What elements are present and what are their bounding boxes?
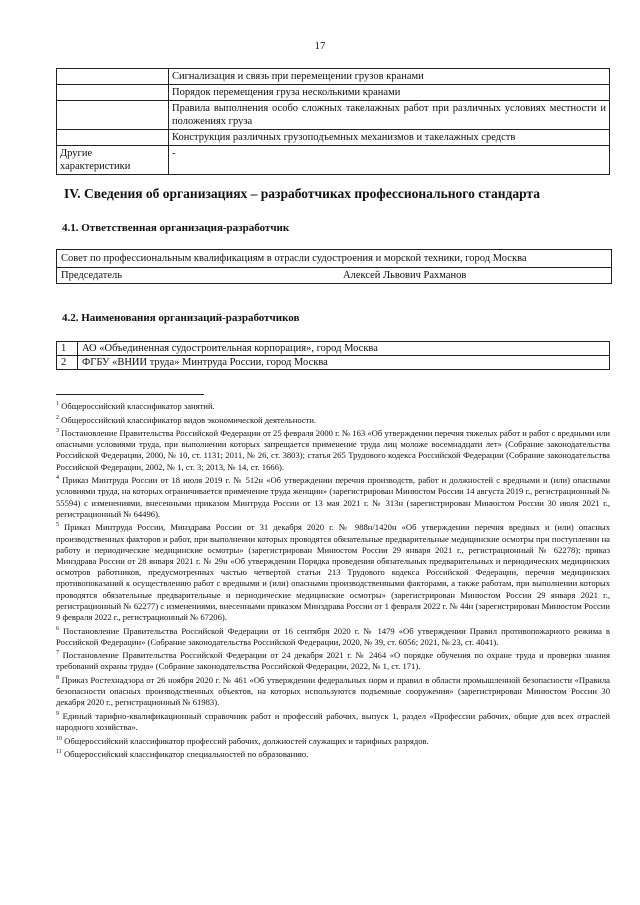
footnote-text: Приказ Минтруда России от 18 июля 2019 г. № 512н «Об утверждении перечня производств, работ и должностей с вредными и (или) опасными условиями труда, на которых ограничивается применение труда женщин» (зарегистрирован Минюстом России 14 августа 2019 г., регистрационный № 55594) с изменениями, внесенными приказом Минтруда России от 13 мая 2021 г. № 313н (зарегистрирован Минюстом России 30 июля 2021 г., регистрационный № 64496). bbox=[56, 475, 610, 519]
org-name: ФГБУ «ВНИИ труда» Минтруда России, город Москва bbox=[78, 356, 610, 370]
table-row bbox=[57, 69, 610, 85]
table-row bbox=[57, 146, 610, 175]
footnote bbox=[56, 648, 610, 672]
footnote-text: Постановление Правительства Российской Федерации от 16 сентября 2020 г. № 1479 «Об утверждении Правил противопожарного режима в Российской Федерации» (Собрание законодательства Российской Федерации, 2020, № 39, ст. 6056; 2021, № 23, ст. 4041). bbox=[56, 625, 610, 647]
footnote-marker: 8 bbox=[56, 675, 59, 682]
footnote-marker: 2 bbox=[56, 414, 59, 421]
page-number: 17 bbox=[314, 40, 326, 52]
table-cell: Сигнализация и связь при перемещении грузов кранами bbox=[169, 69, 610, 85]
responsible-org-name: Совет по профессиональным квалификациям в отрасли судостроения и морской техники, город Москва bbox=[57, 250, 611, 268]
empty-cell bbox=[57, 130, 169, 146]
footnote bbox=[56, 734, 610, 747]
footnote-marker: 9 bbox=[56, 711, 59, 718]
other-characteristics-value: - bbox=[169, 146, 610, 175]
person-name: Алексей Львович Рахманов bbox=[343, 270, 467, 281]
footnote bbox=[56, 673, 610, 708]
table-row bbox=[57, 101, 610, 130]
row-number: 1 bbox=[57, 342, 78, 356]
footnote-text: Приказ Ростехнадзора от 26 ноября 2020 г. № 461 «Об утверждении федеральных норм и правил в области промышленной безопасности «Правила безопасности опасных производственных объектов, на которых используются подъемные сооружения» (зарегистрирован Минюстом России 30 декабря 2020 г., регистрационный № 61983). bbox=[56, 675, 610, 708]
footnote bbox=[56, 624, 610, 648]
footnote bbox=[56, 473, 610, 520]
org-name: АО «Объединенная судостроительная корпорация», город Москва bbox=[78, 342, 610, 356]
responsible-org-box bbox=[56, 249, 612, 284]
footnote bbox=[56, 747, 610, 760]
footnote bbox=[56, 399, 610, 412]
footnote-separator bbox=[56, 394, 204, 395]
developers-table bbox=[56, 341, 610, 370]
footnote-marker: 6 bbox=[56, 625, 59, 632]
row-number: 2 bbox=[57, 356, 78, 370]
footnote-marker: 11 bbox=[56, 749, 62, 756]
footnote-marker: 4 bbox=[56, 475, 59, 482]
characteristics-table bbox=[56, 68, 610, 175]
footnote-text: Единый тарифно-квалификационный справочник работ и профессий рабочих, выпуск 1, раздел «Профессии рабочих, общие для всех отраслей народного хозяйства». bbox=[56, 711, 610, 733]
empty-cell bbox=[57, 69, 169, 85]
footnote-marker: 5 bbox=[56, 522, 59, 529]
footnote-text: Общероссийский классификатор видов экономической деятельности. bbox=[61, 414, 317, 425]
responsible-person-row bbox=[57, 268, 611, 283]
responsible-heading: 4.1. Ответственная организация-разработчик bbox=[62, 222, 290, 234]
footnote-marker: 10 bbox=[56, 735, 62, 742]
table-cell: Правила выполнения особо сложных такелажных работ при различных условиях местности и положениях груза bbox=[169, 101, 610, 130]
footnote bbox=[56, 426, 610, 473]
table-row bbox=[57, 356, 610, 370]
footnotes bbox=[56, 399, 610, 761]
other-characteristics-label: Другие характеристики bbox=[57, 146, 169, 175]
table-row bbox=[57, 85, 610, 101]
footnote-marker: 1 bbox=[56, 401, 59, 407]
footnote-text: Постановление Правительства Российской Федерации от 25 февраля 2000 г. № 163 «Об утверждении перечня тяжелых работ и работ с вредными или опасными условиями труда, при выполнении которых запрещается применение труда лиц моложе восемнадцати лет» (Собрание законодательства Российской Федерации, 2000, № 10, ст. 1131; 2011, № 26, ст. 3803); статья 265 Трудового кодекса Российской Федерации (Собрание законодательства Российской Федерации, 2002, № 1, ст. 3; 2013, № 14, ст. 1666). bbox=[56, 427, 611, 472]
empty-cell bbox=[57, 101, 169, 130]
footnote bbox=[56, 709, 610, 733]
table-row bbox=[57, 342, 610, 356]
footnote-text: Приказ Минтруда России, Минздрава России от 31 декабря 2020 г. № 988н/1420н «Об утверждении перечня вредных и (или) опасных производственных факторов и работ, при выполнении которых проводятся обязательные предварительные медицинские осмотры при поступлении на работу и периодические медицинские осмотры» (зарегистрирован Минюстом России 29 января 2021 г., регистрационный № 62278); приказ Минздрава России от 28 января 2021 г. № 29н «Об утверждении Порядка проведения обязательных предварительных и периодических медицинских осмотров работников, предусмотренных частью четвертой статьи 213 Трудового кодекса Российской Федерации, перечня медицинских противопоказаний к осуществлению работ с вредными и (или) опасными производственными факторами, а также работам, при выполнении которых проводятся обязательные предварительные и периодические медицинские осмотры» (зарегистрирован Минюстом России 29 января 2021 г., регистрационный № 62277) с изменениями, внесенными приказом Минздрава России от 1 февраля 2022 г. № 44н (зарегистрирован Минюстом России 9 февраля 2022 г., регистрационный № 67206). bbox=[56, 522, 610, 622]
footnote-text: Общероссийский классификатор профессий рабочих, должностей служащих и тарифных разрядов. bbox=[64, 735, 429, 746]
table-cell: Конструкция различных грузоподъемных механизмов и такелажных средств bbox=[169, 130, 610, 146]
empty-cell bbox=[57, 85, 169, 101]
developers-heading: 4.2. Наименования организаций-разработчиков bbox=[62, 312, 300, 324]
footnote-marker: 3 bbox=[56, 428, 59, 435]
footnote-text: Общероссийский классификатор специальностей по образованию. bbox=[63, 749, 309, 760]
footnote bbox=[56, 520, 610, 623]
table-row bbox=[57, 130, 610, 146]
table-cell: Порядок перемещения груза несколькими кранами bbox=[169, 85, 610, 101]
section-title: IV. Сведения об организациях – разработчиках профессионального стандарта bbox=[64, 186, 540, 201]
footnote-text: Постановление Правительства Российской Федерации от 24 декабря 2021 г. № 2464 «О порядке обучения по охране труда и проверки знания требований охраны труда» (Собрание законодательства Российской Федерации, 2022, № 1, ст. 171). bbox=[56, 650, 610, 672]
footnote-text: Общероссийский классификатор занятий. bbox=[61, 400, 215, 411]
footnote-marker: 7 bbox=[56, 650, 59, 657]
footnote bbox=[56, 413, 610, 426]
person-role: Председатель bbox=[61, 270, 123, 281]
